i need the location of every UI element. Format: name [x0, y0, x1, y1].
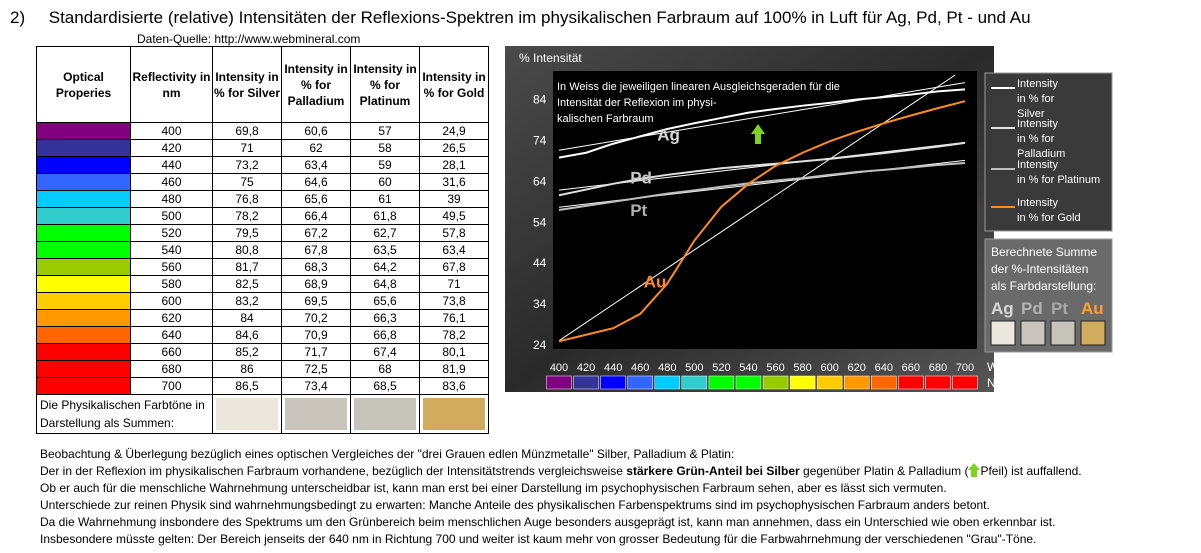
- sum-label: Die Physikalischen Farbtöne in Darstellung als Summen:: [37, 395, 213, 434]
- y-tick-label: 64: [533, 174, 547, 189]
- legend-label: in % for: [1017, 133, 1055, 145]
- palladium-sum-swatch: [282, 395, 351, 434]
- reflection-chart: [505, 46, 1104, 392]
- table-row: [37, 140, 489, 157]
- note-text: Pfeil) ist auffallend.: [980, 464, 1082, 478]
- x-tick-label: 640: [874, 362, 893, 374]
- table-row: [37, 174, 489, 191]
- legend-label: Intensity: [1017, 78, 1058, 90]
- x-tick-label: 560: [766, 362, 785, 374]
- legend-label: Silver: [1017, 108, 1045, 120]
- silver-cell: 79,5: [213, 225, 282, 242]
- color-swatch: [37, 242, 131, 259]
- palladium-cell: 69,5: [282, 293, 351, 310]
- table-row: [37, 293, 489, 310]
- table-row: [37, 310, 489, 327]
- table-body: [37, 123, 489, 395]
- note-line: Ob er auch für die menschliche Wahrnehmung unterscheidbar ist, kann man erst bei einer Darstellung im psychophysischen Farbraum sehen, aber es lässt sich vermuten.: [40, 481, 947, 495]
- column-header: Reflectivity in nm: [131, 47, 213, 123]
- wavelength-cell: 440: [131, 157, 213, 174]
- x-tick-label: 600: [820, 362, 839, 374]
- wavelength-swatch: [817, 376, 842, 389]
- table-row: [37, 123, 489, 140]
- legend-label: Intensity: [1017, 118, 1058, 130]
- wavelength-swatch: [763, 376, 788, 389]
- platinum-cell: 63,5: [351, 242, 420, 259]
- gold-cell: 76,1: [420, 310, 489, 327]
- silver-cell: 71: [213, 140, 282, 157]
- x-tick-label: 620: [847, 362, 866, 374]
- y-tick-label: 34: [533, 297, 547, 312]
- color-swatch: [37, 361, 131, 378]
- note-line: [40, 463, 1082, 480]
- sum-row: [37, 395, 489, 434]
- table-row: [37, 276, 489, 293]
- sum-box-swatch: [1021, 321, 1045, 345]
- legend-label: Intensity: [1017, 159, 1058, 171]
- wavelength-swatch: [546, 376, 571, 389]
- x-tick-label: 500: [685, 362, 704, 374]
- palladium-cell: 62: [282, 140, 351, 157]
- wavelength-cell: 420: [131, 140, 213, 157]
- y-tick-label: 24: [533, 338, 547, 352]
- wavelength-swatch: [952, 376, 977, 389]
- silver-cell: 75: [213, 174, 282, 191]
- wavelength-swatch: [844, 376, 869, 389]
- platinum-cell: 68,5: [351, 378, 420, 395]
- table-row: [37, 191, 489, 208]
- palladium-cell: 60,6: [282, 123, 351, 140]
- platinum-cell: 59: [351, 157, 420, 174]
- palladium-cell: 68,9: [282, 276, 351, 293]
- gold-cell: 39: [420, 191, 489, 208]
- note-text: Der in der Reflexion im physikalischen Farbraum vorhandene, bezüglich der Intensitätstrends vergleichsweise: [40, 464, 627, 478]
- silver-cell: 81,7: [213, 259, 282, 276]
- platinum-cell: 61,8: [351, 208, 420, 225]
- note-line: Da die Wahrnehmung insbondere des Spektrums um den Grünbereich beim menschlichen Auge besonders ausgeprägt ist, kann man annehmen, dass ein Unterschied wie oben erkennbar ist.: [40, 515, 1056, 529]
- annotation-line: In Weiss die jeweiligen linearen Ausgleichsgeraden für die: [557, 81, 840, 93]
- platinum-cell: 65,6: [351, 293, 420, 310]
- silver-cell: 86: [213, 361, 282, 378]
- color-swatch: [37, 259, 131, 276]
- annotation-line: Intensität der Reflexion im physi-: [557, 97, 717, 109]
- gold-cell: 63,4: [420, 242, 489, 259]
- column-header: Intensity in % for Palladium: [282, 47, 351, 123]
- palladium-cell: 67,8: [282, 242, 351, 259]
- color-swatch: [37, 208, 131, 225]
- wavelength-swatch: [655, 376, 680, 389]
- platinum-cell: 66,3: [351, 310, 420, 327]
- sum-box-label: Pt: [1051, 299, 1068, 318]
- gold-cell: 80,1: [420, 344, 489, 361]
- series-label: Ag: [657, 125, 680, 145]
- wavelength-cell: 700: [131, 378, 213, 395]
- platinum-cell: 67,4: [351, 344, 420, 361]
- wavelength-cell: 460: [131, 174, 213, 191]
- source-label: Daten-Quelle: http://www.webmineral.com: [137, 32, 361, 46]
- silver-cell: 69,8: [213, 123, 282, 140]
- sum-box-text: der %-Intensitäten: [991, 262, 1089, 276]
- x-axis-title: [987, 360, 1072, 390]
- series-label: Au: [643, 272, 667, 292]
- note-text: gegenüber Platin & Palladium (: [799, 464, 969, 478]
- color-swatch: [37, 293, 131, 310]
- color-swatch: [37, 191, 131, 208]
- silver-cell: 78,2: [213, 208, 282, 225]
- palladium-cell: 72,5: [282, 361, 351, 378]
- color-swatch: [37, 344, 131, 361]
- wavelength-swatch: [601, 376, 626, 389]
- y-tick-label: 54: [533, 215, 547, 230]
- x-tick-label: 520: [712, 362, 731, 374]
- wavelength-cell: 680: [131, 361, 213, 378]
- legend-label: in % for: [1017, 93, 1055, 105]
- silver-cell: 85,2: [213, 344, 282, 361]
- platinum-cell: 64,2: [351, 259, 420, 276]
- notes: [40, 446, 1082, 548]
- legend-label: in % for Gold: [1017, 212, 1081, 224]
- sum-box-label: Pd: [1021, 299, 1043, 318]
- wavelength-cell: 480: [131, 191, 213, 208]
- color-swatch: [37, 310, 131, 327]
- y-tick-label: 74: [533, 133, 547, 148]
- column-header: Optical Properies: [37, 47, 131, 123]
- wavelength-cell: 560: [131, 259, 213, 276]
- note-emphasis: stärkere Grün-Anteil bei Silber: [626, 464, 800, 478]
- color-swatch: [37, 157, 131, 174]
- annotation-line: kalischen Farbraum: [557, 113, 654, 125]
- column-header: Intensity in % for Gold: [420, 47, 489, 123]
- table-row: [37, 225, 489, 242]
- wavelength-swatch: [628, 376, 653, 389]
- wavelength-swatch: [709, 376, 734, 389]
- x-tick-label: 420: [576, 362, 596, 374]
- platinum-cell: 64,8: [351, 276, 420, 293]
- color-swatch: [37, 174, 131, 191]
- color-swatch: [37, 378, 131, 395]
- x-tick-label: 480: [658, 362, 677, 374]
- legend-box: [985, 73, 1112, 231]
- gold-cell: 81,9: [420, 361, 489, 378]
- note-line: Beobachtung & Überlegung bezüglich eines optischen Vergleiches der "drei Grauen edlen Münzmetalle" Silber, Palladium & Platin:: [40, 447, 735, 461]
- x-tick-label: 400: [549, 362, 569, 374]
- wavelength-cell: 600: [131, 293, 213, 310]
- wavelength-swatch: [871, 376, 896, 389]
- table-row: [37, 344, 489, 361]
- page-title: [10, 8, 1031, 28]
- palladium-cell: 71,7: [282, 344, 351, 361]
- y-tick-label: 84: [533, 92, 547, 107]
- color-swatch: [37, 225, 131, 242]
- table-row: [37, 259, 489, 276]
- column-header: Intensity in % for Silver: [213, 47, 282, 123]
- x-tick-label: 580: [793, 362, 812, 374]
- palladium-cell: 67,2: [282, 225, 351, 242]
- table-row: [37, 208, 489, 225]
- table-header-row: [37, 47, 489, 123]
- wavelength-cell: 640: [131, 327, 213, 344]
- silver-cell: 84,6: [213, 327, 282, 344]
- silver-cell: 80,8: [213, 242, 282, 259]
- silver-cell: 73,2: [213, 157, 282, 174]
- sum-box-swatch: [991, 321, 1015, 345]
- silver-cell: 84: [213, 310, 282, 327]
- wavelength-cell: 400: [131, 123, 213, 140]
- legend-label: in % for Platinum: [1017, 174, 1101, 186]
- page-title-text: Standardisierte (relative) Intensitäten der Reflexions-Spektren im physikalischen Farbraum auf 100% in Luft für Ag, Pd, Pt - und Au: [48, 8, 1031, 27]
- wavelength-cell: 520: [131, 225, 213, 242]
- wavelength-cell: 580: [131, 276, 213, 293]
- y-axis-title: % Intensität: [519, 51, 582, 65]
- table-row: [37, 327, 489, 344]
- green-arrow-icon: [968, 463, 980, 477]
- x-tick-label: 680: [928, 362, 948, 374]
- palladium-cell: 65,6: [282, 191, 351, 208]
- x-tick-label: 460: [631, 362, 650, 374]
- palladium-cell: 66,4: [282, 208, 351, 225]
- note-line: Insbesondere müsste gelten: Der Bereich jenseits der 640 nm in Richtung 700 und weiter ist kaum mehr von grosser Bedeutung für die Farbwahrnehmung der verschiedenen "Grau"-Töne.: [40, 532, 1037, 546]
- x-tick-label: 700: [955, 362, 975, 374]
- palladium-cell: 68,3: [282, 259, 351, 276]
- wavelength-swatch: [790, 376, 815, 389]
- platinum-sum-swatch: [351, 395, 420, 434]
- sum-box: [985, 239, 1112, 352]
- gold-cell: 57,8: [420, 225, 489, 242]
- gold-cell: 24,9: [420, 123, 489, 140]
- platinum-cell: 66,8: [351, 327, 420, 344]
- legend-label: Intensity: [1017, 197, 1058, 209]
- silver-cell: 76,8: [213, 191, 282, 208]
- section-number: 2): [10, 8, 26, 27]
- table-row: [37, 242, 489, 259]
- legend-label: Palladium: [1017, 148, 1066, 160]
- color-swatch: [37, 276, 131, 293]
- palladium-cell: 70,9: [282, 327, 351, 344]
- table-row: [37, 361, 489, 378]
- x-tick-label: 660: [901, 362, 921, 374]
- y-tick-label: 44: [533, 256, 547, 271]
- color-swatch: [37, 140, 131, 157]
- gold-cell: 83,6: [420, 378, 489, 395]
- wavelength-swatch: [898, 376, 923, 389]
- gold-cell: 67,8: [420, 259, 489, 276]
- palladium-cell: 70,2: [282, 310, 351, 327]
- silver-cell: 82,5: [213, 276, 282, 293]
- gold-cell: 78,2: [420, 327, 489, 344]
- wavelength-swatch: [736, 376, 761, 389]
- gold-cell: 73,8: [420, 293, 489, 310]
- palladium-cell: 64,6: [282, 174, 351, 191]
- gold-sum-swatch: [420, 395, 489, 434]
- silver-cell: 83,2: [213, 293, 282, 310]
- x-tick-label: 440: [603, 362, 623, 374]
- platinum-cell: 61: [351, 191, 420, 208]
- platinum-cell: 57: [351, 123, 420, 140]
- color-swatch: [37, 123, 131, 140]
- wavelength-cell: 620: [131, 310, 213, 327]
- silver-sum-swatch: [213, 395, 282, 434]
- gold-cell: 71: [420, 276, 489, 293]
- x-axis-title-line: Nanometer: [987, 376, 1047, 390]
- platinum-cell: 62,7: [351, 225, 420, 242]
- table-row: [37, 378, 489, 395]
- sum-box-swatch: [1051, 321, 1075, 345]
- wavelength-cell: 660: [131, 344, 213, 361]
- platinum-cell: 58: [351, 140, 420, 157]
- sum-box-label: Au: [1081, 299, 1104, 318]
- sum-box-swatch: [1081, 321, 1105, 345]
- wavelength-swatch: [925, 376, 950, 389]
- wavelength-cell: 500: [131, 208, 213, 225]
- platinum-cell: 60: [351, 174, 420, 191]
- color-swatch: [37, 327, 131, 344]
- note-line: Unterschiede zur reinen Physik sind wahrnehmungsbedingt zu erwarten: Manche Anteile des physikalischen Farbenspektrums sind im psychophysischen Farbraum anders betont.: [40, 498, 990, 512]
- series-label: Pd: [630, 168, 652, 188]
- sum-box-text: als Farbdarstellung:: [991, 279, 1097, 293]
- x-axis-title-line: Wellenlängen in: [987, 360, 1073, 374]
- x-tick-label: 540: [739, 362, 758, 374]
- wavelength-cell: 540: [131, 242, 213, 259]
- column-header: Intensity in % for Platinum: [351, 47, 420, 123]
- wavelength-swatch: [574, 376, 599, 389]
- series-label: Pt: [630, 201, 648, 221]
- platinum-cell: 68: [351, 361, 420, 378]
- gold-cell: 49,5: [420, 208, 489, 225]
- silver-cell: 86,5: [213, 378, 282, 395]
- table-row: [37, 157, 489, 174]
- gold-cell: 28,1: [420, 157, 489, 174]
- intensity-table: [36, 46, 489, 434]
- palladium-cell: 73,4: [282, 378, 351, 395]
- sum-box-text: Berechnete Summe: [991, 245, 1098, 259]
- sum-box-label: Ag: [991, 299, 1014, 318]
- wavelength-swatch: [682, 376, 707, 389]
- palladium-cell: 63,4: [282, 157, 351, 174]
- gold-cell: 31,6: [420, 174, 489, 191]
- gold-cell: 26,5: [420, 140, 489, 157]
